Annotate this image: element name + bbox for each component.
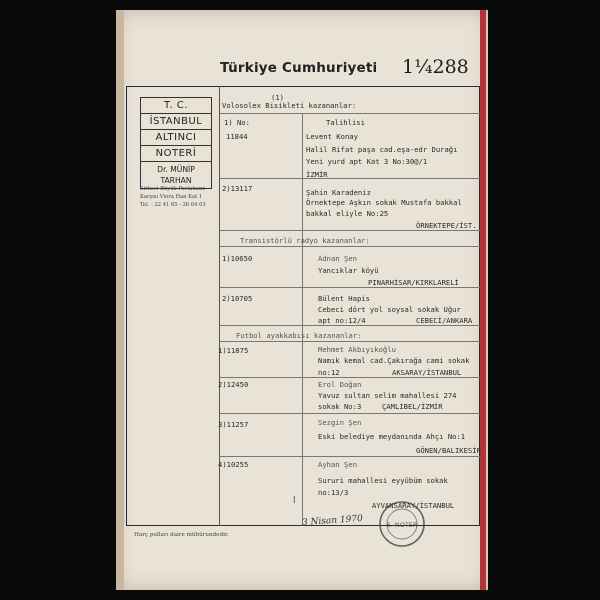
entry-city: GÖNEN/BALIKESİR — [416, 446, 481, 455]
entry-city: ÖRNEKTEPE/İST. — [416, 221, 477, 230]
rule — [220, 287, 480, 288]
entry-name: Erol Doğan — [318, 380, 362, 389]
handwritten-date: 3 Nisan 1970 — [301, 513, 364, 529]
footnote: Harç pulları daire mühürundedir. — [134, 532, 229, 538]
notary-city: İSTANBUL — [141, 114, 211, 130]
handwritten-mark: l — [293, 496, 296, 506]
entry-address-line: Halil Rifat paşa cad.eşa-edr Durağı — [306, 145, 458, 154]
rule — [220, 341, 480, 342]
entry-no: 2)12450 — [218, 380, 249, 389]
entry-address-line: bakkal eliyle No:25 — [306, 209, 389, 218]
notary-stamp-block — [140, 97, 212, 189]
rule — [220, 113, 480, 114]
notary-address-line: Tel. : 22 41 65 - 26 64 03 — [140, 202, 206, 208]
entry-address-line: Namık kemal cad.Çakırağa cami sokak — [318, 356, 470, 365]
page-marker: (1) — [271, 93, 284, 102]
entry-name: Mehmet Akbıyıkoğlu — [318, 345, 396, 354]
entry-no: 2)10705 — [222, 294, 253, 303]
entry-address-line: Yeni yurd apt Kat 3 No:30@/1 — [306, 157, 428, 166]
entry-name: Adnan Şen — [318, 254, 357, 263]
entry-city: AYVANSARAY/İSTANBUL — [372, 501, 455, 510]
entry-address-line: Yancıklar köyü — [318, 266, 379, 275]
entry-city: İZMİR — [306, 170, 328, 179]
notary-address-line: Karşısı Vlora Han Kat 1 — [140, 194, 203, 200]
column-header-holder: Talihlisi — [326, 118, 365, 127]
notary-seal-stamp — [376, 494, 428, 552]
entry-address-line: Yavuz sultan selim mahallesi 274 — [318, 391, 457, 400]
entry-name: Levent Konay — [306, 132, 358, 141]
entry-city: PINARHİSAR/KIRKLARELİ — [368, 278, 459, 287]
entry-no: 4)10255 — [218, 460, 249, 469]
document-serial-number: 1¼288 — [402, 56, 469, 78]
entry-no: 1)11875 — [218, 346, 249, 355]
entry-name: Ayhan Şen — [318, 460, 357, 469]
rule — [220, 246, 480, 247]
entry-address-line: Eski belediye meydanında Ahçı No:1 — [318, 432, 466, 441]
entry-address-line: sokak No:3 — [318, 402, 362, 411]
entry-address-line: apt no:12/4 — [318, 316, 366, 325]
entry-city: ÇAMLIBEL/İZMİR — [382, 402, 443, 411]
rule — [220, 377, 480, 378]
entry-city: AKSARAY/İSTANBUL — [392, 368, 462, 377]
svg-text:6. NOTER: 6. NOTER — [386, 521, 418, 529]
column-divider — [302, 113, 303, 526]
rule — [220, 230, 480, 231]
notary-tc: T. C. — [141, 98, 211, 114]
rule — [220, 456, 480, 457]
notary-office: NOTERİ — [141, 146, 211, 162]
rule — [220, 325, 480, 326]
rule — [220, 413, 480, 414]
rule — [220, 178, 480, 179]
document-header-title: Türkiye Cumhuriyeti — [220, 60, 378, 76]
entry-no: 1)10650 — [222, 254, 253, 263]
entry-address-line: Cebeci dört yol soysal sokak Uğur — [318, 305, 461, 314]
entry-name: Şahin Karadeniz — [306, 188, 371, 197]
page-spine — [116, 10, 124, 590]
page-edge-red-line — [480, 10, 486, 590]
entry-address-line: Örnektepe Aşkın sokak Mustafa bakkal — [306, 198, 462, 207]
entry-address-line: no:13/3 — [318, 488, 349, 497]
entry-name: Bülent Hapis — [318, 294, 370, 303]
section2-heading: Transistörlü radyo kazananlar: — [240, 236, 370, 245]
notary-address — [140, 185, 216, 209]
notary-ordinal: ALTINCI — [141, 130, 211, 146]
section3-heading: Futbol ayakkabısı kazananlar: — [236, 331, 362, 340]
entry-no: 2)13117 — [222, 184, 253, 193]
entry-address-line: Sururi mahallesi eyyübüm sokak — [318, 476, 448, 485]
entry-no: 11844 — [226, 132, 248, 141]
notary-name: Dr. MÜNİP TARHAN — [157, 165, 195, 185]
entry-no: 3)11257 — [218, 420, 249, 429]
section1-heading: Volosolex Bisikleti kazananlar: — [222, 101, 357, 110]
notary-address-line: Sirkeci Büyük Postahane — [140, 186, 206, 192]
entry-address-line: no:12 — [318, 368, 340, 377]
entry-name: Sezgin Şen — [318, 418, 362, 427]
column-header-no: 1) No: — [224, 118, 250, 127]
entry-city: CEBECİ/ANKARA — [416, 316, 473, 325]
